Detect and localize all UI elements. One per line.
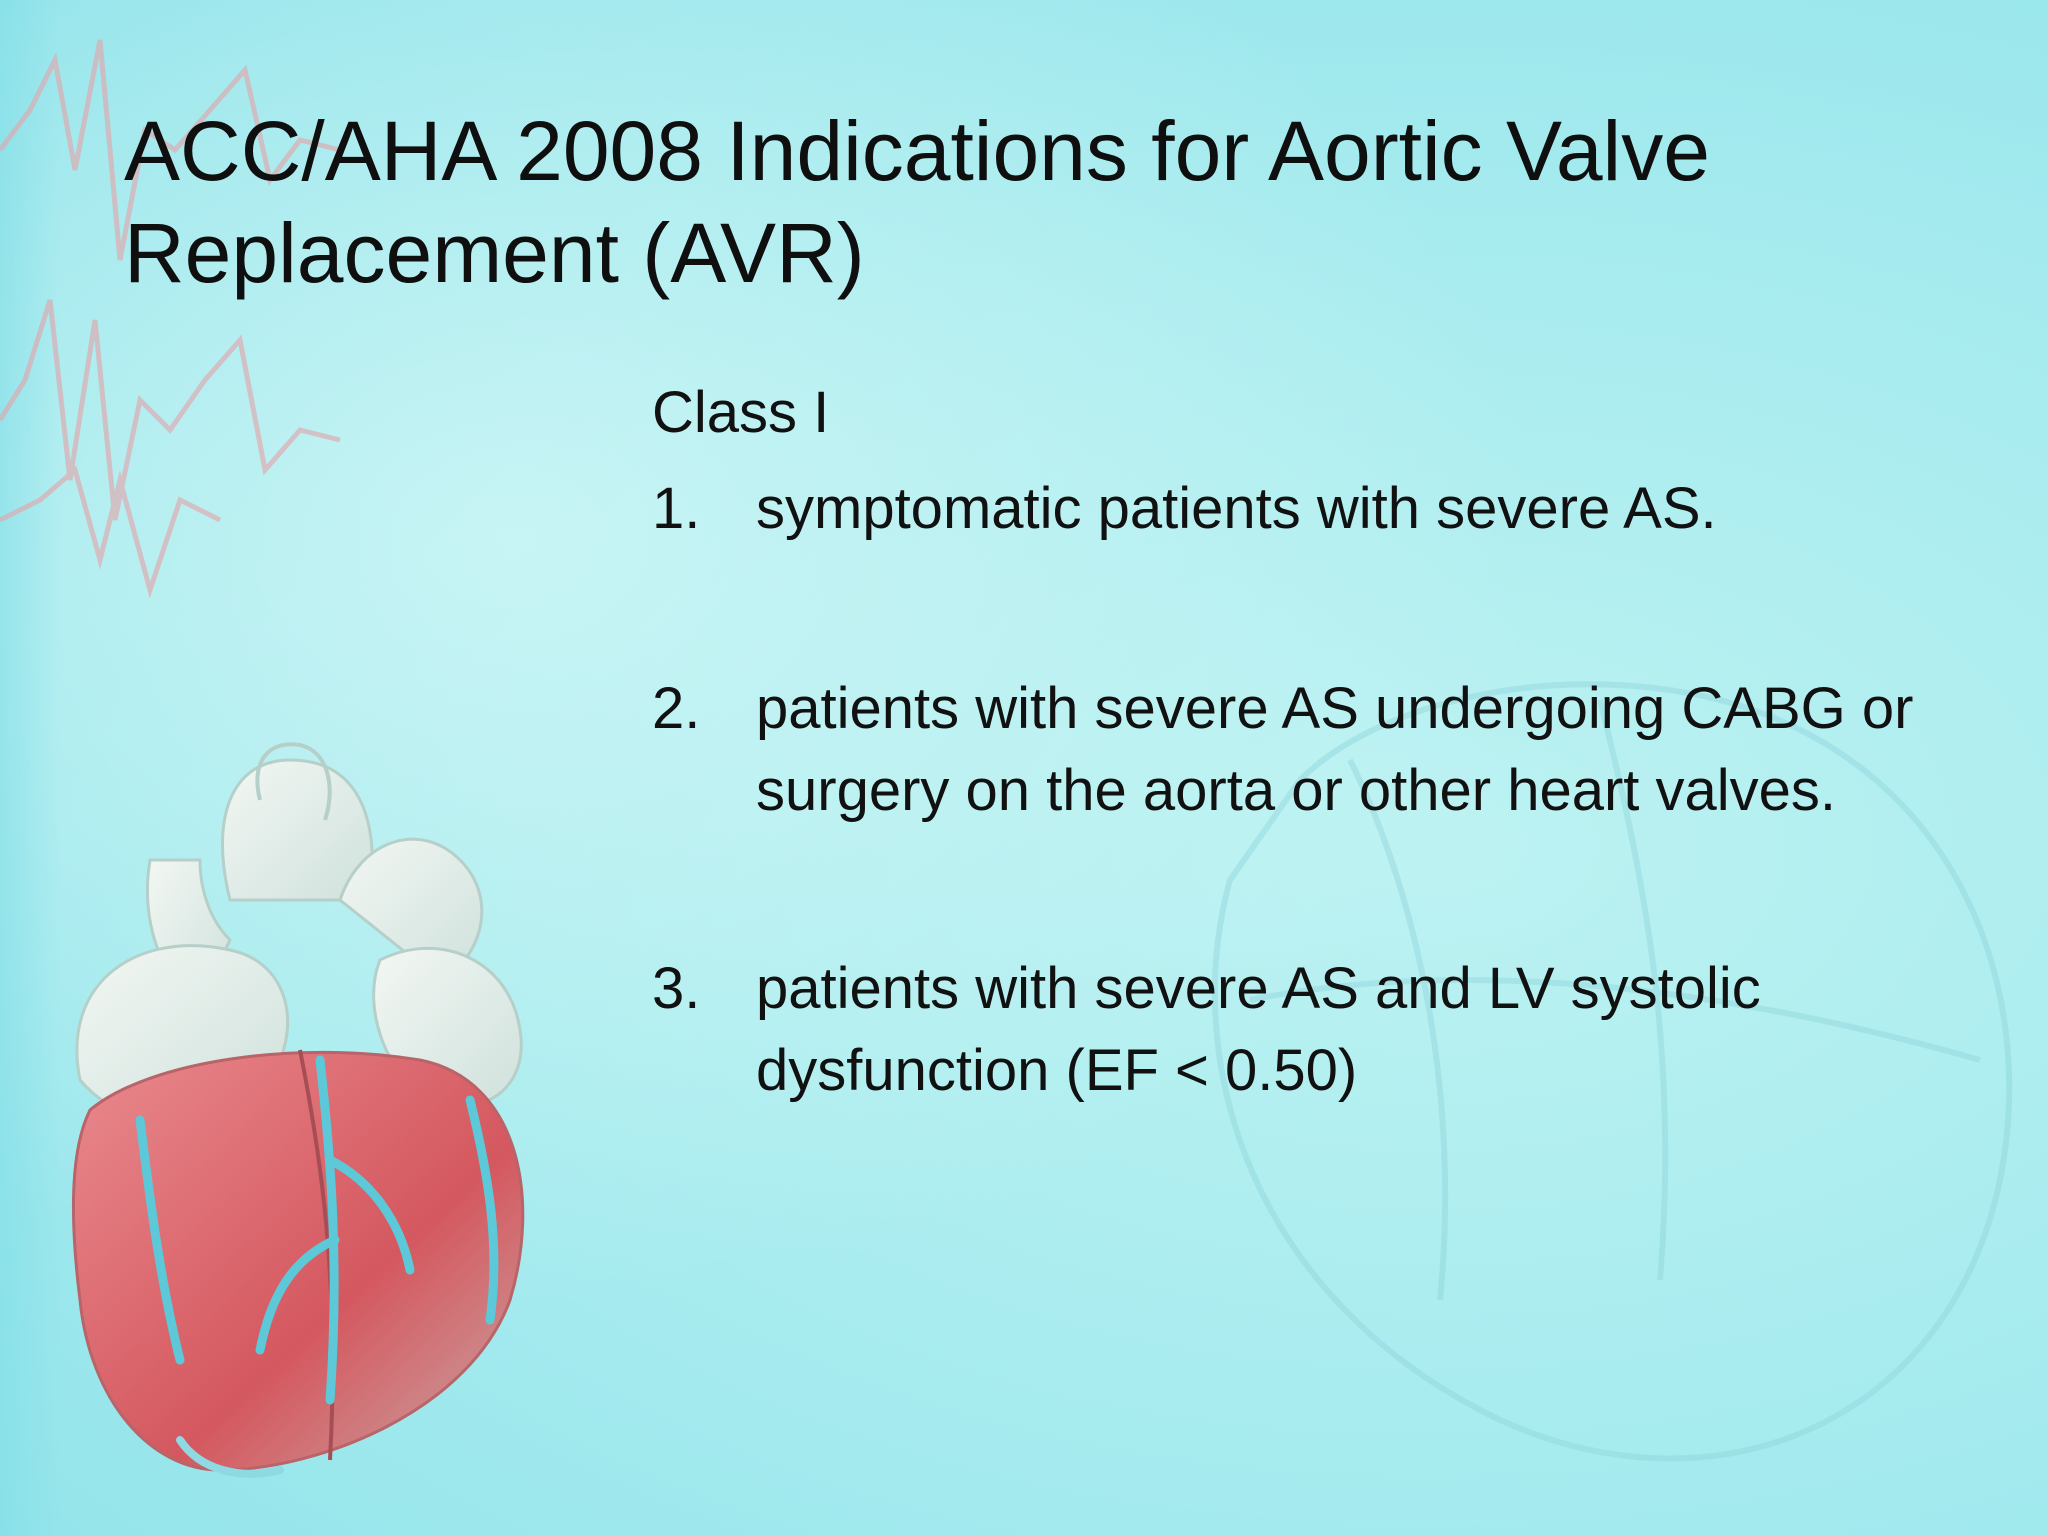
slide-title: ACC/AHA 2008 Indications for Aortic Valve Replacement (AVR) bbox=[124, 104, 1710, 300]
list-item-number: 3. bbox=[652, 956, 701, 1021]
left-edge-shade bbox=[0, 0, 60, 1536]
list-item bbox=[652, 948, 1992, 1112]
criteria-list bbox=[652, 468, 1992, 1112]
list-item bbox=[652, 468, 1992, 550]
list-item-text: patients with severe AS and LV systolic dysfunction (EF < 0.50) bbox=[756, 956, 1761, 1103]
list-item-text: symptomatic patients with severe AS. bbox=[756, 476, 1717, 541]
list-item-text: patients with severe AS undergoing CABG or surgery on the aorta or other heart valves. bbox=[756, 676, 1914, 823]
list-item-number: 2. bbox=[652, 676, 701, 741]
list-item-number: 1. bbox=[652, 476, 701, 541]
slide-content bbox=[652, 372, 1992, 1230]
list-item bbox=[652, 668, 1992, 832]
class-heading: Class I bbox=[652, 380, 830, 445]
